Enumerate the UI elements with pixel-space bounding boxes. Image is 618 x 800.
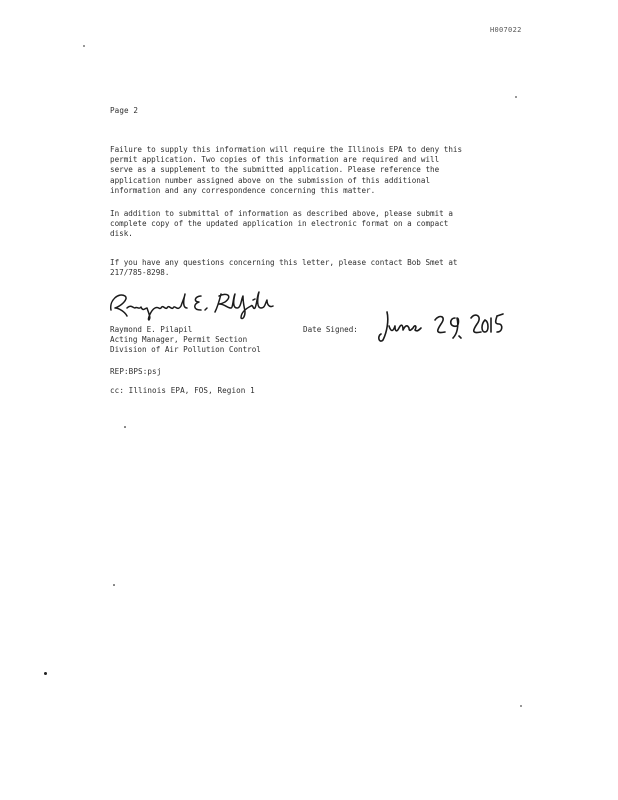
handwritten-signature	[105, 286, 295, 322]
scan-speck	[44, 672, 47, 675]
paragraph-line: complete copy of the updated application in electronic format on a compact	[110, 219, 449, 229]
reference-initials: REP:BPS:psj	[110, 367, 162, 376]
signer-division: Division of Air Pollution Control	[110, 345, 261, 355]
handwritten-date	[375, 306, 505, 348]
date-signed-label: Date Signed:	[303, 325, 358, 334]
paragraph-questions-contact	[110, 258, 530, 278]
paragraph-line: disk.	[110, 229, 133, 239]
paragraph-line: 217/785-8298.	[110, 268, 170, 278]
page-label: Page 2	[110, 106, 139, 115]
signature-block	[110, 325, 261, 356]
paragraph-line: serve as a supplement to the submitted application. Please reference the	[110, 165, 440, 175]
paragraph-line: In addition to submittal of information as described above, please submit a	[110, 209, 453, 218]
scan-speck	[520, 705, 522, 707]
paragraph-line: permit application. Two copies of this information are required and will	[110, 155, 440, 165]
paragraph-line: If you have any questions concerning this letter, please contact Bob Smet at	[110, 258, 458, 267]
scan-speck	[113, 584, 115, 586]
paragraph-failure-to-supply	[110, 145, 530, 196]
signer-name: Raymond E. Pilapil	[110, 325, 193, 334]
paragraph-line: application number assigned above on the submission of this additional	[110, 175, 431, 185]
signer-title: Acting Manager, Permit Section	[110, 335, 248, 345]
paragraph-line: Failure to supply this information will require the Illinois EPA to deny this	[110, 145, 463, 154]
scan-speck	[124, 426, 126, 428]
paragraph-electronic-copy	[110, 209, 530, 240]
bates-number: H007022	[490, 26, 522, 34]
cc-line: cc: Illinois EPA, FOS, Region 1	[110, 386, 255, 395]
paragraph-line: information and any correspondence concerning this matter.	[110, 185, 376, 195]
scan-speck	[515, 96, 517, 98]
scan-speck	[83, 45, 85, 47]
